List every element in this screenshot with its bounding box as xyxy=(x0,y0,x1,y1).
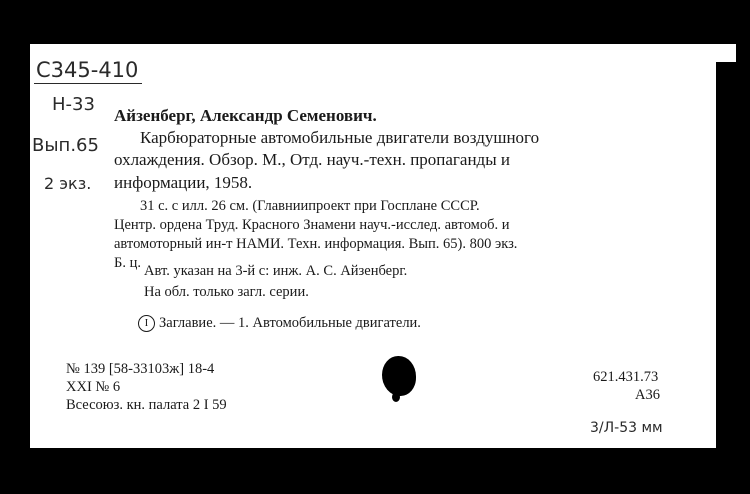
title-line: охлаждения. Обзор. М., Отд. науч.-техн. пропаганды и xyxy=(114,150,510,169)
collation-line: Центр. ордена Труд. Красного Знамени науч.-исслед. автомоб. и xyxy=(114,217,510,233)
tracing-line xyxy=(138,315,421,332)
footer-line: № 139 [58-33103ж] 18-4 xyxy=(66,361,215,377)
bbk-code: А36 xyxy=(635,387,660,403)
catalog-card xyxy=(30,44,716,448)
handwritten-copies-count: 2 экз. xyxy=(44,174,92,193)
collation-line: Б. ц. xyxy=(114,255,141,271)
handwritten-accession-number: С345-410 xyxy=(34,58,142,84)
title-line: информации, 1958. xyxy=(114,173,253,192)
udc-code: 621.431.73 xyxy=(593,369,659,385)
collation-line: автомоторный ин-т НАМИ. Техн. информация. Вып. 65). 800 экз. xyxy=(114,236,518,252)
author-heading: Айзенберг, Александр Семенович. xyxy=(114,106,377,125)
handwritten-cutter-number: Н-33 xyxy=(52,94,95,115)
note-line: Авт. указан на 3-й с: инж. А. С. Айзенберг. xyxy=(144,263,408,279)
collation-line: 31 с. с илл. 26 см. (Главниипроект при Госплане СССР. xyxy=(140,198,480,214)
note-line: На обл. только загл. серии. xyxy=(144,284,309,300)
card-notch xyxy=(716,44,736,62)
tracing-mark: I xyxy=(138,315,155,332)
handwritten-shelf-mark: 3/Л-53 мм xyxy=(590,420,663,436)
title-line: Карбюраторные автомобильные двигатели воздушного xyxy=(140,128,540,147)
handwritten-issue-number: Вып.65 xyxy=(32,135,99,156)
footer-line: Всесоюз. кн. палата 2 I 59 xyxy=(66,397,227,413)
footer-line: XXI № 6 xyxy=(66,379,121,395)
ink-blot xyxy=(382,356,416,396)
tracing-text: Заглавие. — 1. Автомобильные двигатели. xyxy=(159,315,421,331)
